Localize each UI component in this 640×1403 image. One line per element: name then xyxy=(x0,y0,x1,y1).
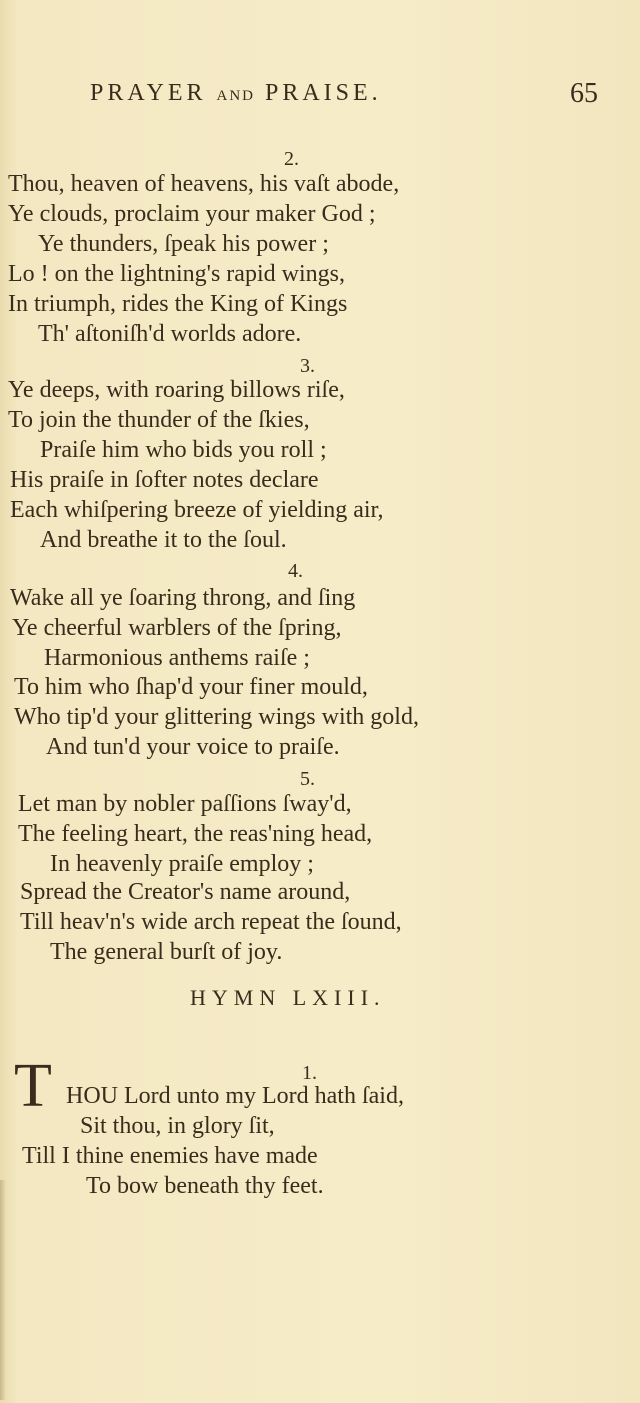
verse-line: Who tip'd your glittering wings with gold, xyxy=(14,704,419,730)
verse-line: His praiſe in ſofter notes declare xyxy=(10,467,319,493)
verse-line: Ye thunders, ſpeak his power ; xyxy=(38,231,329,257)
verse-line: The feeling heart, the reas'ning head, xyxy=(18,821,373,847)
verse-line: In triumph, rides the King of Kings xyxy=(8,291,348,317)
verse-line: Lo ! on the lightning's rapid wings, xyxy=(8,261,345,287)
verse-line: And tun'd your voice to praiſe. xyxy=(46,734,340,760)
verse-line: Ye cheerful warblers of the ſpring, xyxy=(12,615,342,641)
page-edge-shadow xyxy=(0,1180,6,1400)
verse-line: Let man by nobler paſſions ſway'd, xyxy=(18,791,352,817)
verse-line: Till I thine enemies have made xyxy=(22,1143,318,1169)
verse-line: HOU Lord unto my Lord hath ſaid, xyxy=(66,1083,404,1109)
verse-line: Till heav'n's wide arch repeat the ſound, xyxy=(20,909,402,935)
verse-line: And breathe it to the ſoul. xyxy=(40,527,287,553)
page-number: 65 xyxy=(570,78,598,109)
stanza-number: 4. xyxy=(288,560,303,582)
verse-line: To join the thunder of the ſkies, xyxy=(8,407,310,433)
stanza-number: 5. xyxy=(300,768,315,790)
verse-line: The general burſt of joy. xyxy=(50,939,283,965)
verse-line: Harmonious anthems raiſe ; xyxy=(44,645,310,671)
verse-line: Ye deeps, with roaring billows riſe, xyxy=(8,377,345,403)
verse-line: In heavenly praiſe employ ; xyxy=(50,851,314,877)
title-word-praise: PRAISE. xyxy=(264,80,382,106)
verse-line: Thou, heaven of heavens, his vaſt abode, xyxy=(8,171,400,197)
hymn-title: HYMN LXIII. xyxy=(190,985,386,1010)
stanza-number: 3. xyxy=(300,355,315,377)
verse-line: Ye clouds, proclaim your maker God ; xyxy=(8,201,376,227)
stanza-number: 1. xyxy=(302,1062,317,1084)
verse-line: To bow beneath thy feet. xyxy=(86,1173,324,1199)
verse-line: Praiſe him who bids you roll ; xyxy=(40,437,327,463)
running-title xyxy=(90,80,382,107)
stanza-number: 2. xyxy=(284,148,299,170)
verse-line: Th' aſtoniſh'd worlds adore. xyxy=(38,321,302,347)
running-header xyxy=(90,80,610,114)
title-word-and: AND xyxy=(216,88,255,104)
verse-line: Spread the Creator's name around, xyxy=(20,879,351,905)
title-word-prayer: PRAYER xyxy=(90,80,207,106)
verse-line: Wake all ye ſoaring throng, and ſing xyxy=(10,585,356,611)
verse-line: Sit thou, in glory ſit, xyxy=(80,1113,275,1139)
verse-line: Each whiſpering breeze of yielding air, xyxy=(10,497,384,523)
drop-cap: T xyxy=(14,1052,52,1120)
verse-line: To him who ſhap'd your finer mould, xyxy=(14,674,368,700)
